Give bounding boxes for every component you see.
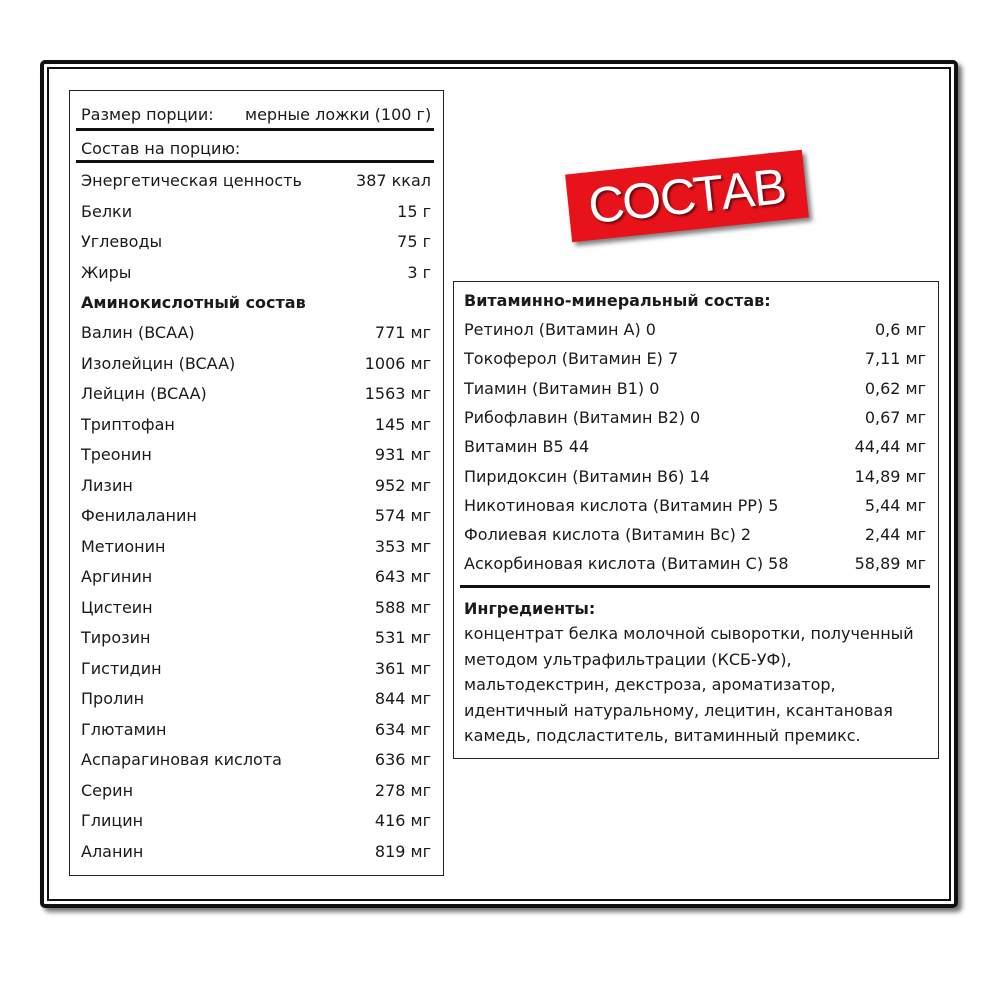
amino-name: Цистеин [81, 597, 153, 617]
serving-size-label: Размер порции: [81, 105, 214, 124]
ingredients-title: Ингредиенты: [464, 599, 596, 618]
nutrition-value: 387 ккал [356, 171, 431, 190]
amino-title-row [81, 288, 431, 318]
ingredients-text: концентрат белка молочной сыворотки, полученный методом ультрафильтрации (КСБ-УФ), мальтодекстрин, декстроза, ароматизатор, идентичный натуральному, лецитин, ксантановая камедь, подсластитель, витаминный премикс. [464, 624, 914, 745]
amino-row [81, 837, 431, 867]
vitamin-divider [460, 585, 930, 588]
amino-name: Лизин [81, 475, 133, 495]
amino-value: 278 мг [374, 780, 431, 800]
amino-row [81, 654, 431, 684]
amino-value: 952 мг [374, 475, 431, 495]
vitamin-value: 0,67 мг [864, 407, 926, 427]
amino-row [81, 532, 431, 562]
amino-row [81, 318, 431, 348]
amino-value: 588 мг [374, 597, 431, 617]
amino-name: Метионин [81, 536, 166, 556]
vitamin-value: 0,6 мг [874, 320, 926, 339]
nutrition-value: 75 г [397, 232, 431, 251]
nutrition-row [81, 197, 431, 227]
amino-row [81, 349, 431, 379]
vitamin-name: Никотиновая кислота (Витамин PP) 5 [464, 495, 779, 515]
stamp-text: СОСТАВ [585, 157, 789, 235]
amino-value: 636 мг [374, 750, 431, 769]
vitamin-value: 0,62 мг [864, 378, 926, 398]
nutrition-name: Жиры [81, 262, 132, 282]
amino-name: Лейцин (BCAA) [81, 384, 207, 403]
amino-name: Серин [81, 780, 134, 800]
per-serving-label: Состав на порцию: [81, 139, 241, 158]
nutrition-row [81, 258, 431, 288]
nutrition-row [81, 166, 431, 196]
amino-name: Тирозин [81, 628, 151, 647]
amino-row [81, 440, 431, 470]
amino-value: 574 мг [374, 506, 431, 525]
per-serving-divider [76, 160, 434, 163]
amino-value: 353 мг [374, 536, 431, 556]
vitamin-row [464, 432, 926, 462]
amino-name: Изолейцин (BCAA) [81, 353, 236, 373]
vitamin-value: 58,89 мг [854, 554, 926, 574]
vitamin-name: Фолиевая кислота (Витамин Bc) 2 [464, 525, 752, 545]
amino-row [81, 715, 431, 745]
amino-name: Глицин [81, 811, 144, 830]
amino-value: 531 мг [374, 628, 431, 647]
amino-name: Триптофан [81, 414, 175, 434]
amino-row [81, 379, 431, 409]
amino-row [81, 776, 431, 806]
vitamin-row [464, 344, 926, 374]
vitamin-name: Рибофлавин (Витамин B2) 0 [464, 407, 701, 427]
vitamin-value: 2,44 мг [864, 525, 926, 545]
amino-value: 643 мг [374, 567, 431, 586]
amino-name: Валин (BCAA) [81, 323, 195, 342]
vitamin-row [464, 462, 926, 492]
amino-name: Пролин [81, 689, 145, 708]
amino-title: Аминокислотный состав [81, 293, 306, 312]
vitamin-value: 7,11 мг [864, 349, 926, 369]
amino-name: Аланин [81, 841, 144, 861]
vitamin-name: Витамин B5 44 [464, 437, 590, 457]
amino-value: 145 мг [374, 414, 431, 434]
amino-row [81, 684, 431, 714]
vitamin-title: Витаминно-минеральный состав: [464, 291, 771, 310]
vitamin-row [464, 491, 926, 521]
amino-value: 819 мг [374, 841, 431, 861]
amino-value: 844 мг [374, 689, 431, 708]
vitamin-name: Аскорбиновая кислота (Витамин С) 58 [464, 554, 789, 574]
vitamin-value: 44,44 мг [854, 437, 926, 457]
amino-row [81, 623, 431, 653]
vitamin-row [464, 374, 926, 404]
vitamin-name: Токоферол (Витамин Е) 7 [464, 349, 679, 369]
amino-name: Гистидин [81, 658, 162, 678]
amino-row [81, 501, 431, 531]
vitamin-name: Пиридоксин (Витамин B6) 14 [464, 466, 710, 486]
nutrition-value: 15 г [397, 201, 431, 221]
serving-size-row [81, 100, 431, 130]
amino-row [81, 471, 431, 501]
amino-row [81, 806, 431, 836]
vitamin-name: Тиамин (Витамин B1) 0 [464, 378, 660, 398]
nutrition-name: Углеводы [81, 232, 163, 251]
amino-value: 634 мг [374, 719, 431, 739]
amino-name: Аргинин [81, 567, 153, 586]
amino-value: 416 мг [374, 811, 431, 830]
vitamin-name: Ретинол (Витамин А) 0 [464, 320, 656, 339]
vitamin-value: 14,89 мг [854, 466, 926, 486]
amino-row [81, 410, 431, 440]
amino-value: 931 мг [374, 445, 431, 464]
vitamin-row [464, 520, 926, 550]
vitamin-title-row [464, 286, 926, 316]
nutrition-row [81, 227, 431, 257]
nutrition-name: Белки [81, 201, 133, 221]
vitamin-row [464, 315, 926, 345]
amino-name: Треонин [81, 445, 152, 464]
amino-name: Аспарагиновая кислота [81, 750, 282, 769]
amino-value: 361 мг [374, 658, 431, 678]
amino-value: 771 мг [374, 323, 431, 342]
vitamin-row [464, 403, 926, 433]
amino-row [81, 562, 431, 592]
amino-value: 1563 мг [364, 384, 431, 403]
nutrition-name: Энергетическая ценность [81, 171, 302, 190]
amino-name: Глютамин [81, 719, 167, 739]
amino-row [81, 593, 431, 623]
serving-size-value: мерные ложки (100 г) [245, 105, 432, 124]
serving-divider [76, 128, 434, 131]
vitamin-row [464, 549, 926, 579]
amino-value: 1006 мг [364, 353, 431, 373]
amino-name: Фенилаланин [81, 506, 197, 525]
nutrition-value: 3 г [407, 262, 431, 282]
vitamin-value: 5,44 мг [864, 495, 926, 515]
amino-row [81, 745, 431, 775]
